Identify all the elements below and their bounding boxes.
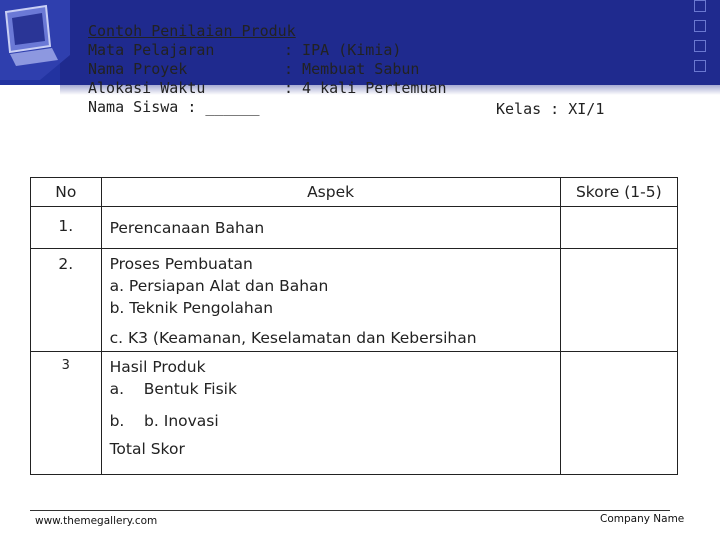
row-aspek: [101, 207, 560, 249]
aspek-line: Hasil Produk: [109, 358, 206, 376]
square-icon: [694, 20, 706, 32]
row-aspek: [101, 352, 560, 401]
field-value: : Membuat Sabun: [284, 60, 420, 78]
score-cell: [560, 352, 677, 475]
aspek-line: Perencanaan Bahan: [109, 219, 265, 237]
score-cell: [560, 249, 677, 352]
field-mata-pelajaran: [88, 41, 447, 60]
header-aspek: Aspek: [101, 178, 560, 207]
header-info: [88, 22, 447, 117]
field-value: : IPA (Kimia): [284, 41, 402, 59]
aspek-line: Total Skor: [109, 440, 185, 458]
row-number: 2.: [31, 249, 102, 352]
field-label: Alokasi Waktu: [88, 79, 206, 97]
score-cell: [560, 207, 677, 249]
field-value: : 4 kali Pertemuan: [284, 79, 447, 97]
aspek-line: b. b. Inovasi: [109, 412, 219, 430]
class-label: Kelas : XI/1: [496, 100, 605, 118]
field-label: Nama Proyek: [88, 60, 188, 78]
aspek-line: a. Bentuk Fisik: [109, 380, 237, 398]
footer-company: Company Name: [600, 513, 685, 525]
page-title: Contoh Penilaian Produk: [88, 22, 296, 40]
table-header-row: [31, 178, 678, 207]
field-nama-proyek: [88, 60, 447, 79]
square-icon: [694, 60, 706, 72]
table-row: [31, 352, 678, 401]
footer-divider: [30, 510, 670, 511]
row-number: 1.: [31, 207, 102, 249]
row-aspek: [101, 249, 560, 320]
row-aspek: [101, 432, 560, 475]
header-no: No: [31, 178, 102, 207]
row-number: 3: [31, 352, 102, 475]
monitor-icon: [0, 0, 70, 80]
header-skor: Skore (1-5): [560, 178, 677, 207]
square-icon: [694, 0, 706, 12]
row-aspek: [101, 319, 560, 352]
aspek-line: Proses Pembuatan: [109, 255, 253, 273]
window-decoration-icons: [694, 0, 710, 80]
table-row: [31, 207, 678, 249]
field-alokasi-waktu: [88, 79, 447, 98]
square-icon: [694, 40, 706, 52]
footer-website: www.themegallery.com: [35, 515, 158, 527]
field-label: Mata Pelajaran: [88, 41, 215, 59]
aspek-line: c. K3 (Keamanan, Keselamatan dan Kebersihan: [109, 329, 477, 347]
aspek-line: b. Teknik Pengolahan: [109, 299, 274, 317]
table-row: [31, 249, 678, 320]
aspek-line: a. Persiapan Alat dan Bahan: [109, 277, 329, 295]
row-aspek: [101, 400, 560, 432]
student-name-field: Nama Siswa : ______: [88, 98, 260, 116]
assessment-table: [30, 177, 678, 475]
